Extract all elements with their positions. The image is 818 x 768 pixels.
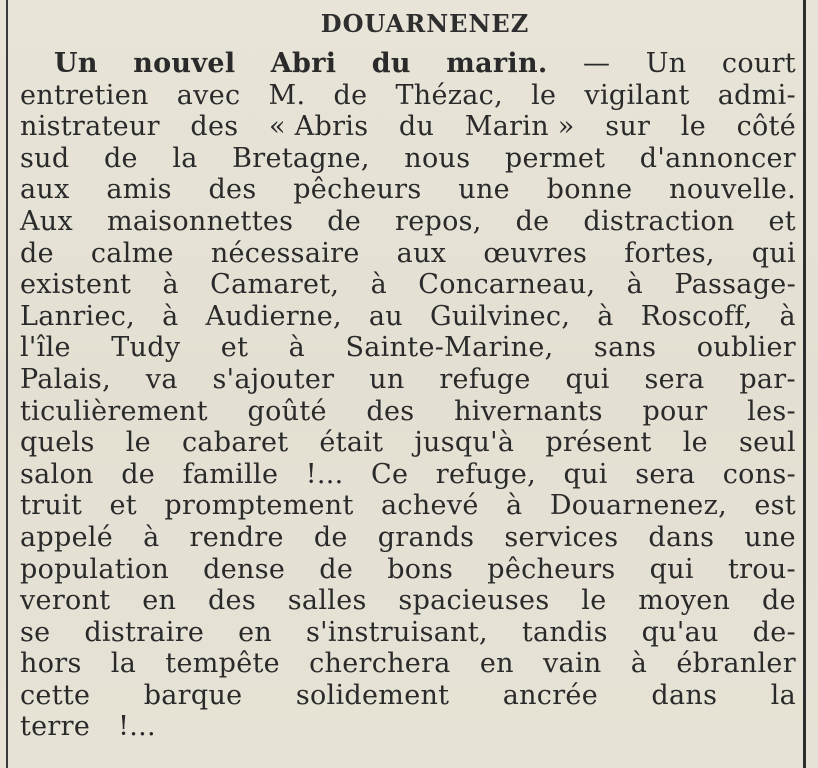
word: amis [106,174,172,206]
word: par- [739,363,796,395]
word: sans [593,332,657,364]
word: qui [565,363,610,395]
word: une [744,521,796,553]
word: fortes, [624,237,715,269]
word: cabaret [181,427,289,459]
word: cons- [722,458,796,490]
word: de [103,142,138,174]
word: la [172,142,198,174]
word: est [754,490,796,522]
word: refuge, [435,458,536,490]
word: à [630,648,648,680]
word: le [581,585,607,617]
word: Lanriec, [20,300,136,332]
word: s'instruisant, [305,616,488,648]
word: Tudy [111,332,181,364]
word: permet [504,142,606,174]
word: dans [648,521,715,553]
word: Marin » [464,111,575,143]
word: de- [752,616,796,648]
word: qui [751,237,796,269]
word: bons [387,553,454,585]
word: calme [90,237,174,269]
text-line [20,111,796,143]
word: nous [404,142,471,174]
word: nouvel [133,48,236,79]
text-line [20,238,796,270]
text-line [20,364,796,396]
word: qui [563,458,608,490]
word: de [515,205,550,237]
word: spacieuses [398,585,550,617]
word: Un [54,48,98,79]
word: ticulièrement [20,395,208,427]
word: distraction [583,205,735,237]
word: oublier [696,332,796,364]
word: de [313,521,348,553]
word: à [143,521,160,553]
word: appelé [20,521,114,553]
word: tandis [521,616,608,648]
word: à [597,300,614,332]
word: promptement [164,490,354,522]
word: Guilvinec, [430,300,571,332]
column-rule-right [803,0,806,768]
word: veront [20,585,111,617]
word: trou- [727,553,796,585]
word: pêcheurs [293,174,422,206]
word: le [682,427,708,459]
word: la [770,679,796,711]
word: terre [20,711,91,743]
word: vigilant [584,79,690,111]
word: aux [20,174,70,206]
word: de [20,237,54,269]
word: à [779,300,796,332]
word: cherchera [309,648,451,680]
word: les- [747,395,796,427]
word: et [220,332,249,364]
text-line [20,301,796,333]
word: pour [642,395,708,427]
word: au [368,300,403,332]
word: et [109,490,137,522]
text-line [20,80,796,112]
word: salles [287,585,367,617]
word: population [20,553,170,585]
text-line [20,143,796,175]
word: !... [118,711,156,743]
text-line [20,332,796,364]
text-line [20,490,796,522]
word: le [531,79,557,111]
word: côté [736,111,796,143]
text-line [20,617,796,649]
word: avec [176,79,241,111]
word: existent [20,269,132,301]
text-line [20,396,796,428]
word: Roscoff, [640,300,753,332]
word: M. [268,79,306,111]
text-line [20,554,796,586]
word: des [207,585,256,617]
text-line [20,711,796,743]
word: à [506,490,523,522]
word: à [162,269,179,301]
word: de [762,585,796,617]
word: moyen [638,585,731,617]
word: Passage- [674,269,796,301]
word: salon [20,458,94,490]
word: vain [543,648,602,680]
word: Palais, [20,363,111,395]
word: la [110,648,137,680]
word: des [208,174,257,206]
text-line [20,648,796,680]
word: en [479,648,514,680]
word: hors [20,648,82,680]
word: tempête [165,648,280,680]
word: Ce [371,458,409,490]
word: et [768,205,796,237]
word: Camaret, [210,269,340,301]
word: entretien [20,79,149,111]
word: le [680,111,707,143]
word: « Abris [268,111,369,143]
word: était [319,427,384,459]
word: du [398,111,435,143]
word: Bretagne, [232,142,370,174]
text-line [20,680,796,712]
word: hivernants [454,395,603,427]
word: repos, [395,205,482,237]
word: de [333,79,368,111]
word: sera [635,458,696,490]
word: seul [738,427,796,459]
word: à [162,300,179,332]
word: dans [651,679,718,711]
text-line [20,522,796,554]
word: Douarnenez, [549,490,727,522]
word: en [238,616,273,648]
word: de [319,553,354,585]
word: rendre [189,521,284,553]
word: sud [20,142,70,174]
word: le [125,427,151,459]
word: — [583,48,611,79]
word: va [145,363,178,395]
word: Audierne, [205,300,342,332]
word: famille [182,458,279,490]
word: nouvelle. [669,174,796,206]
word: œuvres [483,237,588,269]
word: aux [396,237,447,269]
word: achevé [381,490,479,522]
word: qui [649,553,694,585]
word: bonne [546,174,633,206]
word: admi- [717,79,796,111]
word: refuge [439,363,531,395]
text-line [20,459,796,491]
word: ancrée [502,679,598,711]
article-body [20,48,796,743]
word: des [190,111,239,143]
word: un [369,363,405,395]
word: truit [20,490,83,522]
word: jusqu'à [414,427,515,459]
word: Aux [20,205,74,237]
text-line [20,206,796,238]
word: Concarneau, [418,269,596,301]
article-heading: DOUARNENEZ [320,9,530,38]
word: en [142,585,177,617]
word: cette [20,679,91,711]
word: Thézac, [395,79,503,111]
word: Un [645,48,687,79]
word: nécessaire [210,237,360,269]
word: distraire [84,616,205,648]
word: nistrateur [20,111,160,143]
word: goûté [247,395,327,427]
word: maisonnettes [106,205,294,237]
word: qu'au [641,616,719,648]
word: grands [377,521,475,553]
word: des [366,395,415,427]
word: sur [605,111,651,143]
text-line [20,269,796,301]
word: solidement [295,679,450,711]
word: court [721,48,796,79]
word: de [121,458,156,490]
column-rule-left [6,0,8,768]
word: se [20,616,51,648]
word: quels [20,427,95,459]
word: s'ajouter [212,363,335,395]
word: ébranler [676,648,796,680]
article-column [20,0,796,743]
word: pêcheurs [487,553,616,585]
word: services [504,521,619,553]
text-line [20,174,796,206]
text-line [20,585,796,617]
word: à [288,332,306,364]
word: d'annoncer [639,142,796,174]
word: une [458,174,510,206]
word: dense [203,553,286,585]
text-line [20,48,796,80]
word: l'île [20,332,71,364]
word: !... [305,458,344,490]
word: Abri [270,48,337,79]
word: Sainte-Marine, [345,332,554,364]
word: de [327,205,362,237]
word: à [626,269,644,301]
word: sera [644,363,705,395]
word: marin. [446,48,548,79]
word: à [370,269,387,301]
word: du [371,48,411,79]
word: barque [143,679,243,711]
word: présent [545,427,652,459]
text-line [20,427,796,459]
